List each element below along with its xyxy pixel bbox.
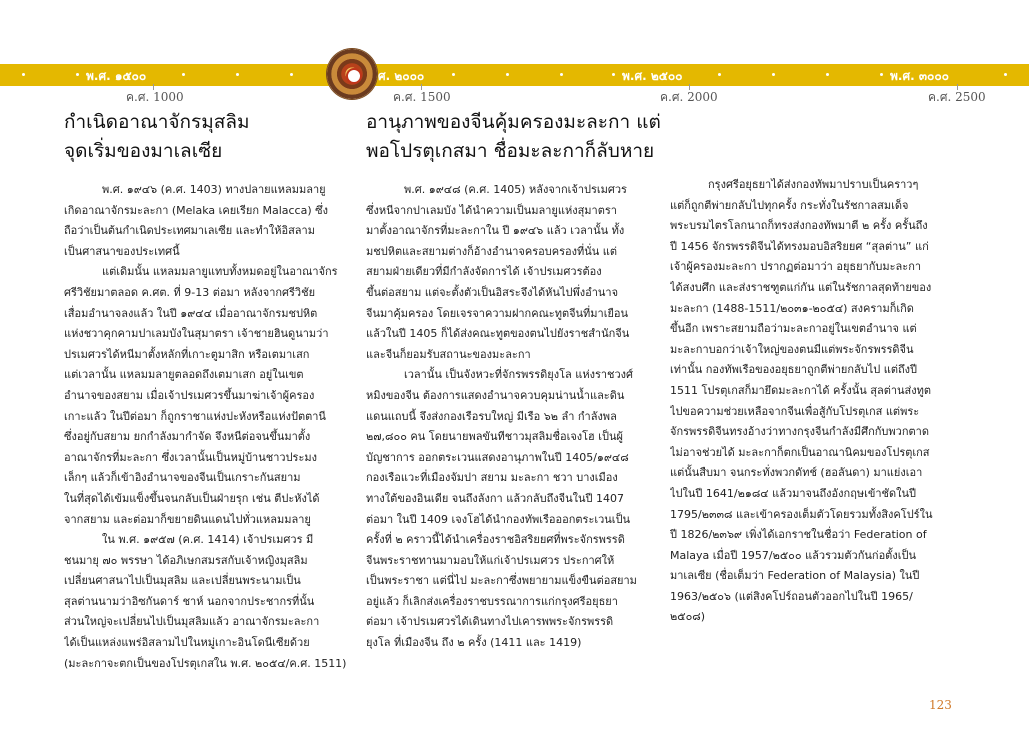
body-line: ซึ่งอยู่กับสยาม ยกกำลังมากำจัด จึงหนีต่อจนขึ้นมาตั้ง <box>64 430 311 444</box>
body-line: ยุงโล ที่เมืองจีน ถึง ๒ ครั้ง (1411 และ 1419) <box>366 636 582 650</box>
body-line: หมิงของจีน ต้องการแสดงอำนาจควบคุมน่านน้ำและดิน <box>366 388 625 402</box>
body-line: ทางใต้ของอินเดีย จนถึงลังกา แล้วกลับถึงจีนในปี 1407 <box>366 491 624 505</box>
article-body-1 <box>64 180 347 674</box>
body-line: ไม่อาจช่วยได้ มะละกาก็ตกเป็นอาณานิคมของโปรตุเกส <box>670 445 930 459</box>
body-line: ได้สงบศึก และส่งราชฑูตแก่กัน แต่ในรัชกาลสุดท้ายของ <box>670 280 932 294</box>
body-line: 1511 โปรตุเกสก็มายึดมะละกาได้ ครั้งนั้น สุลต่านส่งทูต <box>670 383 932 397</box>
body-line: เป็นศาสนาของประเทศนี้ <box>64 244 180 258</box>
body-line: (มะละกาจะตกเป็นของโปรตุเกสใน พ.ศ. ๒๐๕๔/ค.ศ. 1511) <box>64 656 347 670</box>
body-line: กองเรือแวะที่เมืองจัมปา สยาม มะละกา ชวา บางเมือง <box>366 471 618 485</box>
body-line: จีนพระราชทานมามอบให้แก่เจ้าปรเมศวร ประกาศให้ <box>366 553 615 567</box>
timeline-dot <box>76 73 79 76</box>
body-line: เกิดอาณาจักรมะละกา (Melaka เคยเรียก Malacca) ซึ่ง <box>64 203 328 217</box>
timeline-dot <box>1004 73 1007 76</box>
body-line: บัญชาการ ออกตระเวนแสดงอานุภาพในปี 1405/๑๙๔๘ <box>366 450 629 464</box>
body-line: จากสยาม และต่อมาก็ขยายดินแดนไปทั่วแหลมมลายู <box>64 512 311 526</box>
body-line: อำนาจของสยาม เมื่อเจ้าปรเมศวรขึ้นมาฆ่าเจ้าผู้ครอง <box>64 388 315 402</box>
body-line: ศรีวิชัยมาตลอด ค.ศต. ที่ 9-13 ต่อมา หลังจากศรีวิชัย <box>64 285 316 299</box>
timeline-dot <box>826 73 829 76</box>
body-line: Malaya เมื่อปี 1957/๒๕๐๐ แล้วรวมตัวกันก่อตั้งเป็น <box>670 548 916 562</box>
body-line: และจีนก็ยอมรับสถานะของมะละกา <box>366 347 531 361</box>
article-title-2 <box>366 108 661 166</box>
body-line: เสื่อมอำนาจลงแล้ว ในปี ๑๙๔๔ เมื่ออาณาจักรมชปหิต <box>64 306 318 320</box>
article-column-2 <box>366 108 661 654</box>
body-line: ครั้งที่ ๒ คราวนี้ได้นำเครื่องราชอิสริยยศที่พระจักรพรรดิ <box>366 533 625 547</box>
timeline-ce-label: ค.ศ. 1500 <box>393 90 451 104</box>
body-line: สยามฝ่ายเดียวที่มีกำลังจัดการได้ เจ้าปรเมศวรต้อง <box>366 265 602 279</box>
body-line: มาเลเซีย (ชื่อเต็มว่า Federation of Malaysia) ในปี <box>670 569 920 583</box>
body-line: ไปขอความช่วยเหลือจากจีนเพื่อสู้กับโปรตุเกส แต่พระ <box>670 404 920 418</box>
body-line: แดนแถบนี้ จึงส่งกองเรือรบใหญ่ มีเรือ ๖๒ ลำ กำลังพล <box>366 409 617 423</box>
body-line: จีนมาคุ้มครอง โดยเจรจาความฝากคณะทูตจีนที่มาเยือน <box>366 306 629 320</box>
body-line: สุลต่านนามว่าอิซกันดาร์ ชาห์ นอกจากประชากรที่นั้น <box>64 594 315 608</box>
body-line: ถือว่าเป็นต้นกำเนิดประเทศมาเลเซีย และทำให้อิสลาม <box>64 224 315 238</box>
article-body-3 <box>670 175 955 628</box>
body-line: 1963/๒๕๐๖ (แต่สิงคโปร์ถอนตัวออกไปในปี 1965/ <box>670 589 913 603</box>
body-line: ๒๗,๘๐๐ คน โดยนายพลขันทีชาวมุสลิมชื่อเจงโฮ เป็นผู้ <box>366 430 623 444</box>
timeline-ce-label: ค.ศ. 1000 <box>126 90 184 104</box>
body-line: ได้เป็นแหล่งแพร่อิสลามไปในหมู่เกาะอินโดนีเซียด้วย <box>64 636 310 650</box>
body-line: พ.ศ. ๑๙๔๖ (ค.ศ. 1403) ทางปลายแหลมมลายู <box>102 183 326 196</box>
body-line: ส่วนใหญ่จะเปลี่ยนไปเป็นมุสลิมแล้ว อาณาจักรมะละกา <box>64 615 320 629</box>
body-line: มาตั้งอาณาจักรที่มะละกาใน ปี ๑๙๔๖ แล้ว เวลานั้น ทั้ง <box>366 224 625 238</box>
body-line: มะละกาบอกว่าเจ้าใหญ่ของตนมีแต่พระจักรพรรดิจีน <box>670 342 914 356</box>
body-line: เจ้าผู้ครองมะละกา ปรากฏต่อมาว่า อยุธยากับมะละกา <box>670 260 922 274</box>
body-line: ๒๕๐๘) <box>670 610 706 624</box>
article-column-3 <box>670 175 955 628</box>
body-line: มชปหิตและสยามต่างก็อ้างอำนาจครอบครองที่นั่น แต่ <box>366 244 617 258</box>
seal-medallion-icon <box>327 49 377 99</box>
body-line: ขึ้นอีก เพราะสยามถือว่ามะละกาอยู่ในเขตอำนาจ แต่ <box>670 322 917 336</box>
body-line: เวลานั้น เป็นจังหวะที่จักรพรรดิยุงโล แห่งราชวงศ์ <box>404 368 634 382</box>
timeline-be-label: พ.ศ. ๑๕๐๐ <box>86 69 147 83</box>
timeline-dot <box>506 73 509 76</box>
body-line: เล็กๆ แล้วก็เข้าอิงอำนาจของจีนเป็นเกราะกันสยาม <box>64 471 301 485</box>
body-line: ใน พ.ศ. ๑๙๕๗ (ค.ศ. 1414) เจ้าปรเมศวร มี <box>102 533 314 547</box>
body-line: ต่อมา ในปี 1409 เจงโฮได้นำกองทัพเรือออกตระเวนเป็น <box>366 512 631 526</box>
body-line: แห่งชวาคุกคามปาเลมบังในสุมาตรา เจ้าชายฮินดูนามว่า <box>64 327 329 341</box>
timeline-dot <box>236 73 239 76</box>
article-title-1 <box>64 108 347 166</box>
timeline-dot <box>452 73 455 76</box>
body-line: แต่นั้นสืบมา จนกระทั่งพวกดัทช์ (ฮอลันดา) มาแย่งเอา <box>670 466 923 480</box>
title-line: จุดเริ่มของมาเลเซีย <box>64 140 223 162</box>
body-line: 1795/๒๓๓๘ และเข้าครองเต็มตัวโดยรวมทั้งสิงคโปร์ใน <box>670 507 933 521</box>
body-line: ซึ่งหนีจากปาเลมบัง ได้นำความเป็นมลายูแห่งสุมาตรา <box>366 203 617 217</box>
timeline-dot <box>880 73 883 76</box>
article-column-1 <box>64 108 347 674</box>
timeline-band <box>0 64 1029 86</box>
body-line: ปรเมศวรได้หนีมาตั้งหลักที่เกาะตูมาสิก หรือเตมาเสก <box>64 347 310 361</box>
body-line: เท่านั้น กองทัพเรือของอยุธยาถูกตีพ่ายกลับไป แต่ถึงปี <box>670 363 918 377</box>
body-line: พระบรมไตรโลกนาถก็ทรงส่งกองทัพมาตี ๒ ครั้ง ครั้นถึง <box>670 219 928 233</box>
article-body-2 <box>366 180 649 654</box>
timeline-dot <box>772 73 775 76</box>
body-line: แล้วในปี 1405 ก็ได้ส่งคณะทูตของตนไปยังราชสำนักจีน <box>366 327 630 341</box>
timeline-be-label: พ.ศ. ๓๐๐๐ <box>890 69 949 83</box>
body-line: พ.ศ. ๑๙๔๘ (ค.ศ. 1405) หลังจากเจ้าปรเมศวร <box>404 183 627 196</box>
timeline-be-label: พ.ศ. ๒๕๐๐ <box>622 69 683 83</box>
timeline-be-label: ศ. ๒๐๐๐ <box>378 69 425 83</box>
body-line: ปี 1456 จักรพรรดิจีนได้ทรงมอบอิสริยยศ “สุลต่าน” แก่ <box>670 239 929 253</box>
body-line: ต่อมา เจ้าปรเมศวรได้เดินทางไปเคารพพระจักรพรรดิ <box>366 615 614 629</box>
body-line: อาณาจักรที่มะละกา ซึ่งเวลานั้นเป็นหมู่บ้านชาวประมง <box>64 450 317 464</box>
body-line: กรุงศรีอยุธยาได้ส่งกองทัพมาปราบเป็นคราวๆ <box>708 178 919 191</box>
body-line: แต่เวลานั้น แหลมมลายูตลอดถึงเตมาเสก อยู่ในเขต <box>64 368 304 382</box>
timeline-ce-label: ค.ศ. 2500 <box>928 90 986 104</box>
body-line: ปี 1826/๒๓๖๙ เพิ่งได้เอกราชในชื่อว่า Federation of <box>670 528 927 542</box>
body-line: เปลี่ยนศาสนาไปเป็นมุสลิม และเปลี่ยนพระนามเป็น <box>64 574 301 588</box>
body-line: ชนมายุ ๗๐ พรรษา ได้อภิเษกสมรสกับเจ้าหญิงมุสลิม <box>64 553 308 567</box>
body-line: เป็นพระราชา แต่นี่ไป มะละกาซึ่งพยายามแข็งขืนต่อสยาม <box>366 574 637 588</box>
body-line: เกาะแล้ว ในปีต่อมา ก็ถูกราชาแห่งปะหังหรือแห่งปัตตานี <box>64 409 326 423</box>
body-line: ไปในปี 1641/๒๑๘๔ แล้วมาจนถึงอังกฤษเข้าชัดในปี <box>670 486 917 500</box>
title-line: กำเนิดอาณาจักรมุสลิม <box>64 111 250 133</box>
body-line: ในที่สุดได้เข้มแข็งขึ้นจนกลับเป็นฝ่ายรุก เช่น ตีปะหังได้ <box>64 491 320 505</box>
timeline-dot <box>182 73 185 76</box>
body-line: อยู่แล้ว ก็เลิกส่งเครื่องราชบรรณาการแก่กรุงศรีอยุธยา <box>366 594 618 608</box>
body-line: ขึ้นต่อสยาม แต่จะตั้งตัวเป็นอิสระจึงได้หันไปพึ่งอำนาจ <box>366 285 619 299</box>
body-line: แต่ก็ถูกตีพ่ายกลับไปทุกครั้ง กระทั่งในรัชกาลสมเด็จ <box>670 198 909 212</box>
timeline-dot <box>718 73 721 76</box>
timeline-dot <box>290 73 293 76</box>
title-line: อานุภาพของจีนคุ้มครองมะละกา แต่ <box>366 111 661 133</box>
body-line: แต่เดิมนั้น แหลมมลายูแทบทั้งหมดอยู่ในอาณาจักร <box>102 265 338 279</box>
timeline-ce-label: ค.ศ. 2000 <box>660 90 718 104</box>
body-line: มะละกา (1488-1511/๒๐๓๑-๒๐๕๔) สงครามก็เกิด <box>670 301 914 315</box>
page-number: 123 <box>929 698 952 712</box>
timeline-dot <box>560 73 563 76</box>
title-line: พอโปรตุเกสมา ชื่อมะละกาก็ลับหาย <box>366 140 655 162</box>
body-line: จักรพรรดิจีนทรงอ้างว่าทางกรุงจีนกำลังมีศึกกับพวกตาด <box>670 425 929 439</box>
timeline-dot <box>612 73 615 76</box>
timeline-dot <box>22 73 25 76</box>
